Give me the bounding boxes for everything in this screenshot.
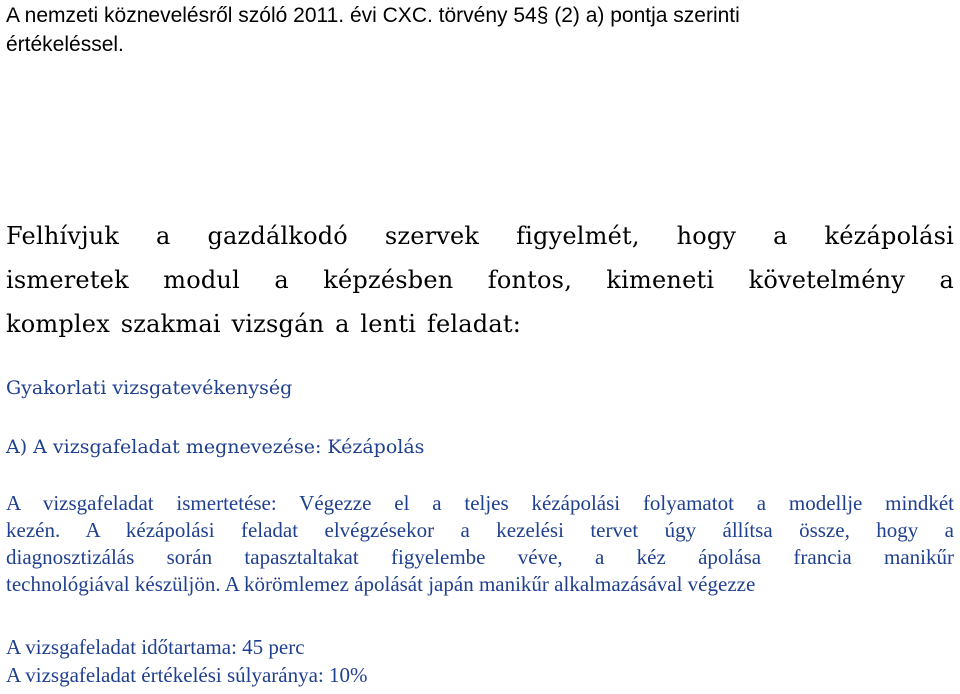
- task-name: A) A vizsgafeladat megnevezése: Kézápolás: [6, 436, 425, 458]
- task-duration: A vizsgafeladat időtartama: 45 perc: [6, 635, 305, 659]
- task-description-line-4: technológiával készüljön. A körömlemez ápolását japán manikűr alkalmazásával végezze: [6, 572, 756, 596]
- task-description-line-3: diagnosztizálás során tapasztaltakat figyelembe véve, a kéz ápolása francia manikűr: [6, 545, 954, 569]
- intro-line-2: értékeléssel.: [6, 33, 124, 56]
- task-description: [6, 490, 954, 598]
- task-description-line-2: kezén. A kézápolási feladat elvégzésekor a kezelési tervet úgy állítsa össze, hogy a: [6, 518, 954, 542]
- task-weight: A vizsgafeladat értékelési súlyaránya: 10%: [6, 663, 368, 687]
- intro-line-1: A nemzeti köznevelésről szóló 2011. évi CXC. törvény 54§ (2) a) pontja szerinti: [6, 4, 740, 27]
- task-description-line-1: A vizsgafeladat ismertetése: Végezze el a teljes kézápolási folyamatot a modellje mindkét: [6, 491, 954, 515]
- notice-line-2: ismeretek modul a képzésben fontos, kimeneti követelmény a: [6, 266, 954, 294]
- notice-paragraph: [6, 214, 954, 346]
- intro-paragraph: [6, 1, 956, 59]
- notice-line-3: komplex szakmai vizsgán a lenti feladat:: [6, 310, 521, 338]
- notice-line-1: Felhívjuk a gazdálkodó szervek figyelmét, hogy a kézápolási: [6, 222, 954, 250]
- section-title: Gyakorlati vizsgatevékenység: [6, 377, 293, 399]
